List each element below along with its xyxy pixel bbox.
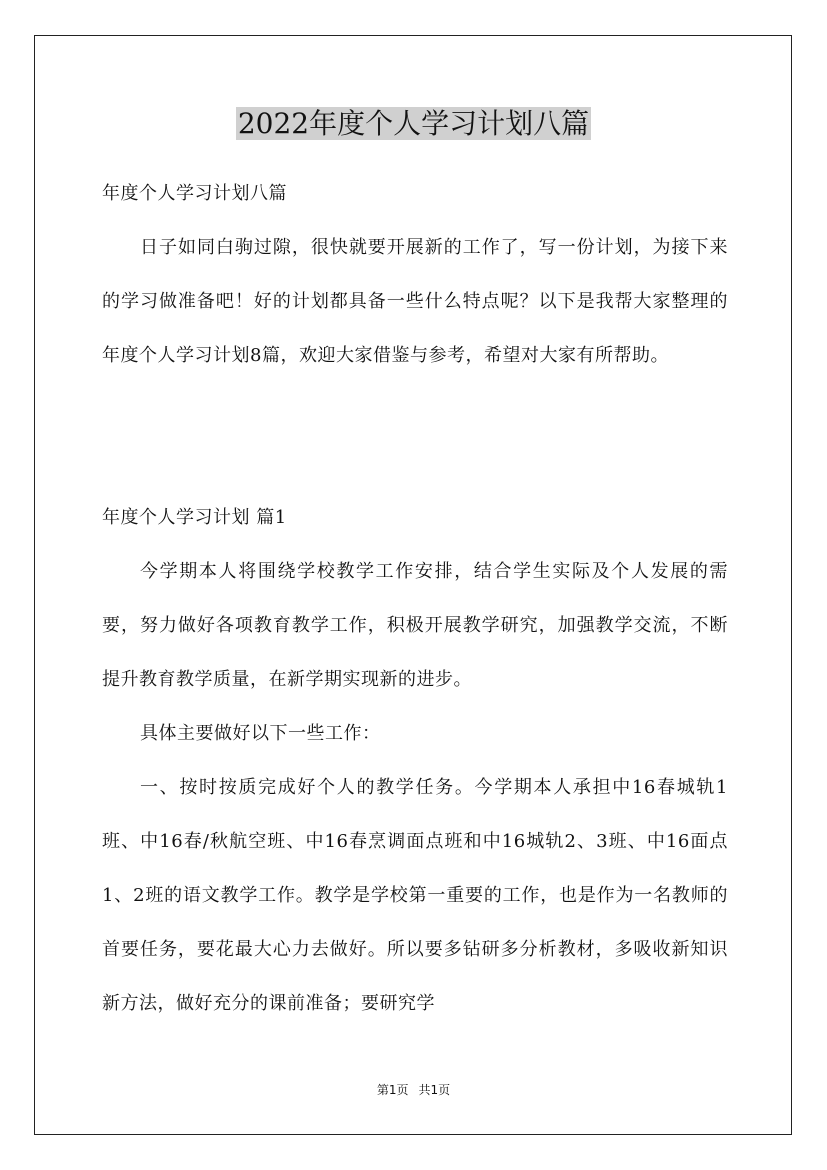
intro-paragraph: 日子如同白驹过隙，很快就要开展新的工作了，写一份计划，为接下来的学习做准备吧！好的计划都具备一些什么特点呢？以下是我帮大家整理的年度个人学习计划8篇，欢迎大家借鉴与参考，希望对大家有所帮助。 xyxy=(102,237,728,366)
section-1-heading: 年度个人学习计划 篇1 xyxy=(102,507,287,528)
page-number: 第1页 xyxy=(376,1083,409,1097)
page-total: 共1页 xyxy=(418,1083,451,1097)
document-title-text: 2022年度个人学习计划八篇 xyxy=(237,107,590,140)
section-1-paragraph-3: 一、按时按质完成好个人的教学任务。今学期本人承担中16春城轨1班、中16春/秋航空班、中16春烹调面点班和中16城轨2、3班、中16面点1、2班的语文教学工作。教学是学校第一重要的工作，也是作为一名教师的首要任务，要花最大心力去做好。所以要多钻研多分析教材，多吸收新知识新方法，做好充分的课前准备；要研究学 xyxy=(102,777,728,1014)
document-subtitle: 年度个人学习计划八篇 xyxy=(102,183,287,204)
section-1-paragraph-1: 今学期本人将围绕学校教学工作安排，结合学生实际及个人发展的需要，努力做好各项教育教学工作，积极开展教学研究，加强教学交流，不断提升教育教学质量，在新学期实现新的进步。 xyxy=(102,561,728,690)
page-footer xyxy=(0,1080,827,1100)
section-1-paragraph-2: 具体主要做好以下一些工作： xyxy=(140,723,381,744)
document-title xyxy=(0,104,827,144)
